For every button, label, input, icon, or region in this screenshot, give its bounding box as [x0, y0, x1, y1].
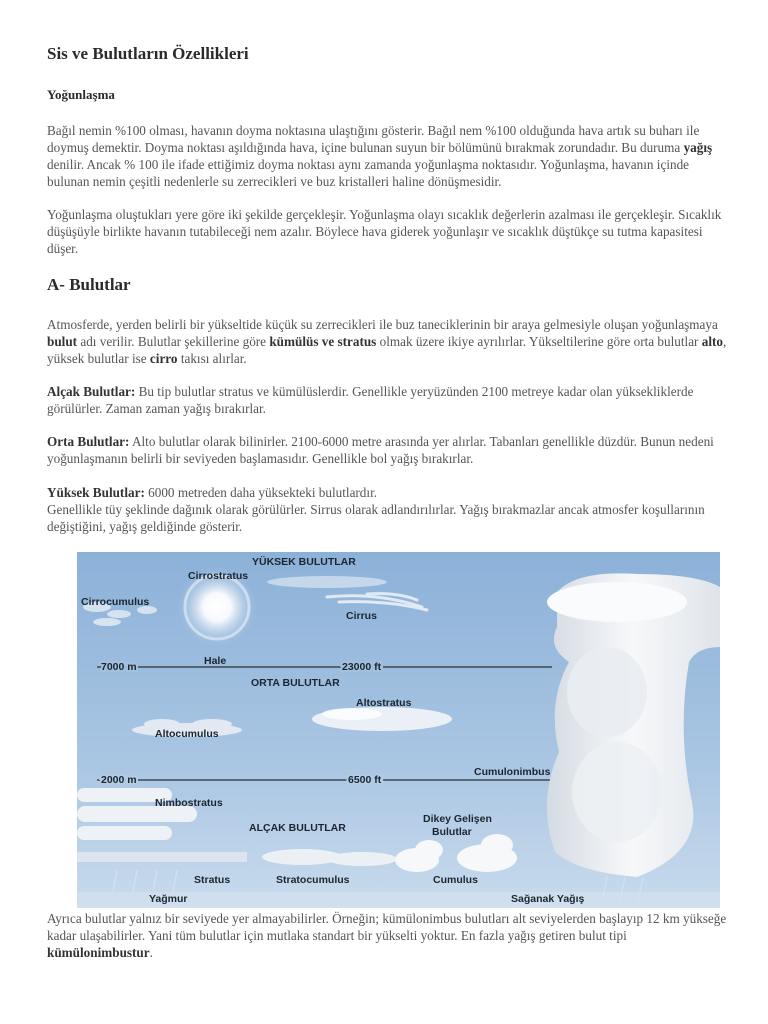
- text-run: Yoğunlaşma oluştukları yere göre iki şekilde gerçekleşir. Yoğunlaşma olayı sıcaklık değerlerin azalması ile gerçekleşir. Sıcaklık düşüşüyle birlikte havanın tutabileceği nem azalır. Böylece hava giderek yoğunlaşır ve sıcaklık düştükçe su tutma kapasitesi düşer.: [47, 207, 722, 256]
- cloud-types-diagram: [77, 552, 720, 908]
- label-altitude-6500ft: 6500 ft: [348, 774, 382, 786]
- paragraph-clouds-intro: [47, 317, 727, 368]
- subsection-title: Yoğunlaşma: [47, 87, 115, 102]
- label-rain: Yağmur: [149, 893, 188, 905]
- text-run: Bu tip bulutlar stratus ve kümülüslerdir. Genellikle yeryüzünden 2100 metreye kadar olan yüksekliklerde görülürler. Zaman zaman yağış bırakırlar.: [47, 384, 694, 416]
- section-title: A- Bulutlar: [47, 275, 131, 294]
- label-altitude-23000ft: 23000 ft: [342, 661, 382, 673]
- text-run: Alto bulutlar olarak bilinirler. 2100-6000 metre arasında yer alırlar. Tabanları genellikle düzdür. Bunun nedeni yoğunlaşmanın belirli bir seviyeden başlamasıdır. Genellikle bol yağış bırakırlar.: [47, 434, 714, 466]
- paragraph-summary: [47, 911, 727, 962]
- label-downpour: Sağanak Yağış: [511, 893, 585, 905]
- label-cumulonimbus: Cumulonimbus: [474, 766, 551, 778]
- label-cirrocumulus: Cirrocumulus: [81, 596, 150, 608]
- label-stratus: Stratus: [194, 874, 231, 886]
- label-nimbostratus: Nimbostratus: [155, 797, 223, 809]
- label-cirrus: Cirrus: [346, 610, 377, 622]
- bold-text: kümülüs ve stratus: [269, 333, 377, 349]
- text-run: olmak üzere ikiye ayrılırlar. Yükseltilerine göre orta bulutlar: [376, 333, 702, 349]
- label-altostratus: Altostratus: [356, 697, 412, 709]
- bold-text: alto: [701, 333, 723, 349]
- label-cumulus: Cumulus: [433, 874, 478, 886]
- bold-text: Alçak Bulutlar:: [47, 384, 136, 399]
- text-run: 6000 metreden daha yüksekteki bulutlardır.: [144, 485, 378, 500]
- text-run: takısı alırlar.: [177, 350, 247, 366]
- paragraph-mid-clouds: [47, 434, 727, 468]
- label-altitude-2000m: 2000 m: [101, 774, 137, 786]
- label-altocumulus: Altocumulus: [155, 728, 219, 740]
- label-mid-clouds: ORTA BULUTLAR: [251, 677, 340, 689]
- bold-text: kümülonimbustur: [47, 944, 150, 960]
- text-run: Atmosferde, yerden belirli bir yükseltide küçük su zerrecikleri ile buz taneciklerinin bir araya gelmesiyle oluşan yoğunlaşmaya: [47, 317, 718, 332]
- paragraph-high-clouds: [47, 485, 727, 502]
- label-stratocumulus: Stratocumulus: [276, 874, 350, 886]
- label-hale: Hale: [204, 655, 227, 667]
- paragraph-low-clouds: [47, 384, 727, 418]
- page-title: Sis ve Bulutların Özellikleri: [47, 44, 249, 63]
- text-run: Genellikle tüy şeklinde dağınık olarak görülürler. Sirrus olarak adlandırılırlar. Yağış bırakmazlar ancak atmosfer koşullarının değiştiğini, yağış geldiğinde gösterir.: [47, 502, 705, 534]
- text-run: .: [149, 944, 153, 960]
- text-run: adı verilir. Bulutlar şekillerine göre: [77, 333, 270, 349]
- label-low-clouds: ALÇAK BULUTLAR: [249, 822, 346, 834]
- text-run: denilir. Ancak % 100 ile ifade ettiğimiz doyma noktası aynı zamanda yoğunlaşma noktasıdır. Yoğunlaşma, havanın içinde bulunan nemin çeşitli nedenlerle su zerrecikleri ve buz kristalleri haline dönüşmesidir.: [47, 156, 690, 189]
- label-high-clouds: YÜKSEK BULUTLAR: [252, 556, 356, 568]
- text-run: Bağıl nemin %100 olması, havanın doyma noktasına ulaştığını gösterir. Bağıl nem %100 olduğunda hava artık su buharı ile doymuş demektir. Doyma noktası aşıldığında hava, içine bulunan suyun bir bölümünü bırakmak zorundadır. Bu duruma: [47, 123, 700, 155]
- text-run: Ayrıca bulutlar yalnız bir seviyede yer almayabilirler. Örneğin; kümülonimbus bulutları alt seviyelerden başlayıp 12 km yükseğe kadar ulaşabilirler. Yani tüm bulutlar için mutlaka standart bir yükselti yoktur. En fazla yağış getiren bulut tipi: [47, 911, 727, 943]
- label-vertical-clouds-2: Bulutlar: [432, 826, 472, 838]
- text-run: , yüksek bulutlar ise: [47, 333, 727, 366]
- paragraph-high-clouds-desc: [47, 502, 727, 536]
- bold-text: cirro: [149, 350, 178, 366]
- bold-text: yağış: [683, 139, 713, 155]
- label-vertical-clouds-1: Dikey Gelişen: [423, 813, 492, 825]
- label-altitude-7000m: 7000 m: [101, 661, 137, 673]
- bold-text: Orta Bulutlar:: [47, 434, 130, 449]
- label-cirrostratus: Cirrostratus: [188, 570, 249, 582]
- paragraph-condensation-types: [47, 207, 727, 258]
- bold-text: Yüksek Bulutlar:: [47, 485, 145, 500]
- bold-text: bulut: [47, 333, 78, 349]
- paragraph-condensation: [47, 123, 727, 191]
